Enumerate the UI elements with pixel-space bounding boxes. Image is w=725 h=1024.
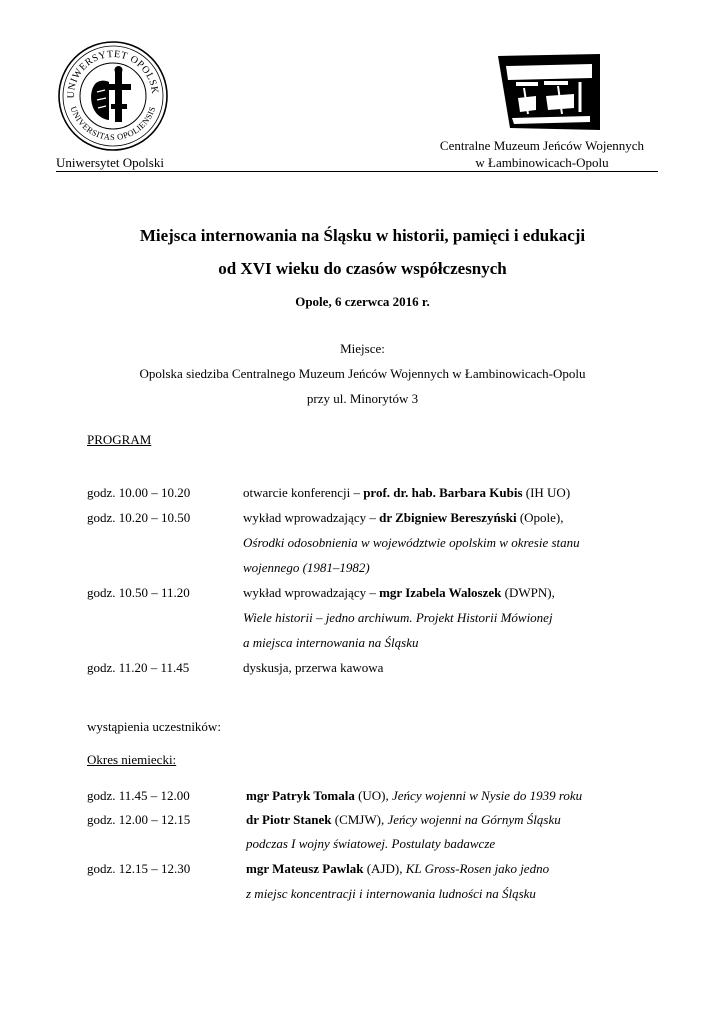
museum-name-line1: Centralne Muzeum Jeńców Wojennych — [439, 138, 645, 153]
talk-title-line: wojennego (1981–1982) — [243, 560, 370, 575]
conference-date: Opole, 6 czerwca 2016 r. — [295, 294, 430, 309]
program-heading: PROGRAM — [87, 432, 152, 447]
svg-text:UNIVERSITAS OPOLIENSIS: UNIVERSITAS OPOLIENSIS — [68, 104, 158, 143]
speaker-name: mgr Patryk Tomala — [246, 788, 355, 803]
university-seal-logo — [57, 40, 169, 152]
talk-title-line: Ośrodki odosobnienia w województwie opolskim w okresie stanu — [243, 535, 580, 550]
museum-name — [426, 137, 658, 171]
venue-address-line2: przy ul. Minorytów 3 — [306, 391, 419, 406]
participants-heading: wystąpienia uczestników: — [87, 719, 221, 734]
speaker-name: prof. dr. hab. Barbara Kubis — [363, 485, 523, 500]
speaker-name: mgr Izabela Waloszek — [379, 585, 502, 600]
conference-title-line1: Miejsca internowania na Śląsku w historii, pamięci i edukacji — [139, 226, 586, 245]
venue-label: Miejsce: — [340, 341, 385, 356]
program-description: otwarcie konferencji – prof. dr. hab. Barbara Kubis (IH UO) — [243, 485, 571, 500]
talk-time: godz. 12.15 – 12.30 — [87, 861, 191, 876]
speaker-name: dr Zbigniew Bereszyński — [379, 510, 517, 525]
speaker-name: mgr Mateusz Pawlak — [246, 861, 364, 876]
period-heading: Okres niemiecki: — [87, 752, 177, 767]
program-time: godz. 11.20 – 11.45 — [87, 660, 190, 675]
talk-time: godz. 11.45 – 12.00 — [87, 788, 190, 803]
speaker-name: dr Piotr Stanek — [246, 812, 332, 827]
museum-logo — [496, 52, 602, 130]
museum-name-line2: w Łambinowicach-Opolu — [475, 155, 609, 170]
university-name: Uniwersytet Opolski — [56, 155, 164, 170]
program-description: wykład wprowadzający – dr Zbigniew Bereszyński (Opole), — [243, 510, 564, 525]
program-description: dyskusja, przerwa kawowa — [243, 660, 384, 675]
talk-title-line: Wiele historii – jedno archiwum. Projekt Historii Mówionej — [243, 610, 553, 625]
talk-title-line: z miejsc koncentracji i internowania ludności na Śląsku — [246, 886, 536, 901]
program-time: godz. 10.20 – 10.50 — [87, 510, 191, 525]
talk-title-line: podczas I wojny światowej. Postulaty badawcze — [246, 836, 496, 851]
talk-description: mgr Mateusz Pawlak (AJD), KL Gross-Rosen jako jedno — [246, 861, 550, 876]
program-time: godz. 10.50 – 11.20 — [87, 585, 190, 600]
svg-text:UNIWERSYTET OPOLSKI: UNIWERSYTET OPOLSK — [65, 48, 161, 99]
program-description: wykład wprowadzający – mgr Izabela Waloszek (DWPN), — [243, 585, 555, 600]
program-time: godz. 10.00 – 10.20 — [87, 485, 191, 500]
talk-time: godz. 12.00 – 12.15 — [87, 812, 191, 827]
header-divider — [56, 171, 658, 172]
talk-description: mgr Patryk Tomala (UO), Jeńcy wojenni w Nysie do 1939 roku — [246, 788, 583, 803]
talk-description: dr Piotr Stanek (CMJW), Jeńcy wojenni na Górnym Śląsku — [246, 812, 561, 827]
talk-title-line: a miejsca internowania na Śląsku — [243, 635, 419, 650]
conference-title-line2: od XVI wieku do czasów współczesnych — [218, 259, 507, 278]
venue-address-line1: Opolska siedziba Centralnego Muzeum Jeńców Wojennych w Łambinowicach-Opolu — [139, 366, 586, 381]
